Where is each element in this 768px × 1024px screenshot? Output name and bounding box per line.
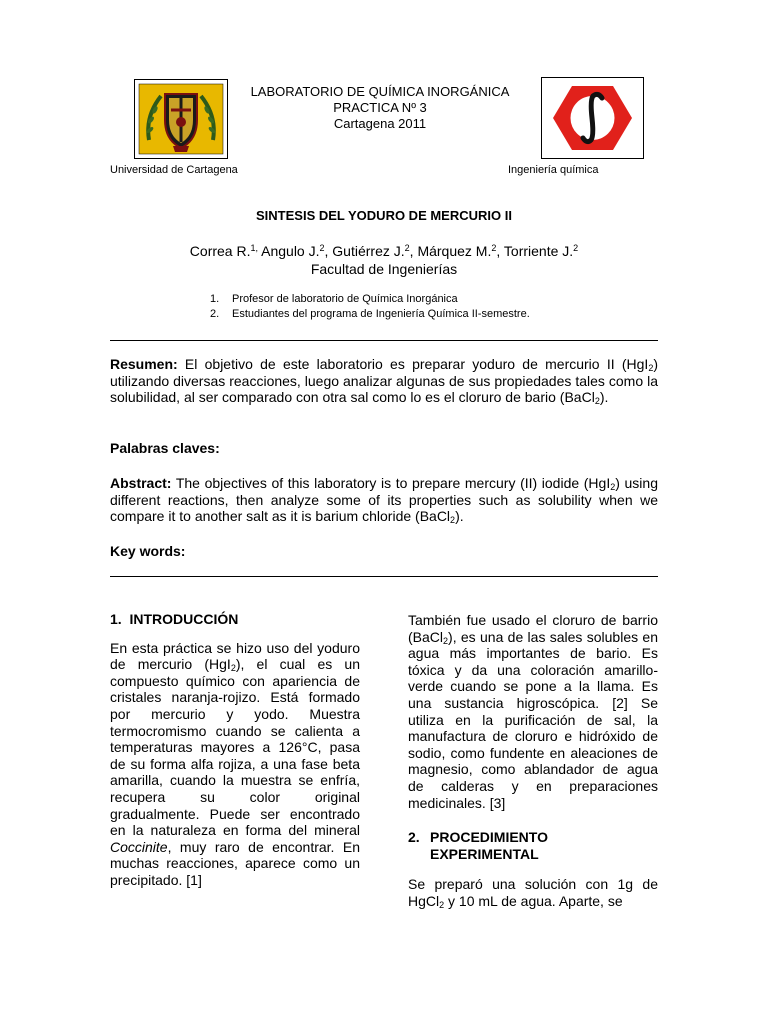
divider-top	[110, 340, 658, 341]
abstract-text: ) using different reactions, then analyze some of its properties such as solubility when we compare it to another salt as it is barium chloride (BaCl	[110, 475, 658, 524]
authors-block	[0, 242, 768, 278]
lab-name: LABORATORIO DE QUÍMICA INORGÁNICA	[250, 84, 510, 99]
abstract-text: ).	[455, 508, 464, 524]
resumen-text: El objetivo de este laboratorio es preparar yoduro de mercurio II (HgI	[177, 356, 649, 372]
author-4-affil: 2	[491, 243, 497, 253]
left-caption: Universidad de Cartagena	[110, 164, 238, 176]
resumen-text: ).	[599, 389, 609, 405]
note-text: Estudiantes del programa de Ingeniería Química II-semestre.	[232, 308, 530, 320]
bacl2-paragraph	[408, 612, 658, 811]
author-5-affil: 2	[573, 243, 579, 253]
subscript: 2	[610, 482, 616, 492]
palabras-claves-label: Palabras claves:	[110, 440, 220, 456]
subscript: 2	[230, 663, 236, 674]
header-text	[200, 84, 560, 132]
subscript: 2	[450, 515, 456, 525]
right-caption: Ingeniería química	[508, 164, 599, 176]
subscript: 2	[439, 899, 445, 910]
procedure-text: y 10 mL de agua. Aparte, se	[444, 892, 623, 909]
section-number: 1.	[110, 611, 122, 627]
resumen-paragraph	[110, 356, 658, 406]
author-2: Angulo J.	[258, 243, 320, 259]
author-2-affil: 2	[319, 243, 325, 253]
bacl2-text: ), es una de las sales solubles en agua más importantes de bario. Es tóxica y da una coloración amarillo-verde cuando se pone a la llama. Es una sustancia higroscópica. [2] Se utiliza en la purificación de sal, la manufactura de cloruro e hidróxido de sodio, como fundente en aleaciones de magnesio, como ablandador de agua de calderas y en preparaciones medicinales. [3]	[408, 628, 658, 811]
mineral-name: Coccinite	[110, 838, 168, 855]
author-5: , Torriente J.	[496, 243, 574, 259]
resumen-text: ) utilizando diversas reacciones, luego analizar algunas de sus propiedades tales como la solubilidad, al ser comparado con otra sal como lo es el cloruro de bario (BaCl	[110, 356, 658, 405]
practice-number: PRACTICA Nº 3	[333, 100, 427, 115]
subscript: 2	[594, 396, 600, 406]
affiliation-notes	[210, 292, 530, 322]
paper-title: SINTESIS DEL YODURO DE MERCURIO II	[256, 208, 512, 223]
note-number: 1.	[210, 293, 220, 305]
intro-text: En esta práctica se hizo uso del yoduro de mercurio (HgI	[110, 639, 360, 673]
place-year: Cartagena 2011	[333, 116, 427, 131]
section-title: INTRODUCCIÓN	[129, 611, 239, 627]
section-title-line: EXPERIMENTAL	[430, 845, 539, 862]
author-1-affil: 1,	[250, 243, 258, 253]
author-3: , Gutiérrez J.	[324, 243, 405, 259]
section-title	[430, 829, 548, 862]
faculty: Facultad de Ingenierías	[310, 261, 458, 277]
note-item	[210, 292, 530, 307]
intro-text: , muy raro de encontrar. En muchas reacciones, aparece como un precipitado. [1]	[110, 838, 360, 888]
subscript: 2	[443, 635, 449, 646]
procedure-text: Se preparó una solución con 1g de HgCl	[408, 876, 658, 909]
right-column	[408, 612, 658, 910]
abstract-paragraph	[110, 475, 658, 525]
author-list	[0, 242, 768, 260]
section-title-line: PROCEDIMIENTO	[430, 829, 548, 846]
key-words-label: Key words:	[110, 543, 186, 559]
intro-paragraph	[110, 640, 360, 889]
author-4: , Márquez M.	[409, 243, 492, 259]
divider-bottom	[110, 576, 658, 577]
intro-heading	[110, 611, 360, 628]
note-number: 2.	[210, 308, 220, 320]
note-text: Profesor de laboratorio de Química Inorgánica	[232, 293, 458, 305]
author-1: Correa R.	[189, 243, 251, 259]
intro-text: ), el cual es un compuesto químico con apariencia de cristales naranja-rojizo. Está formado por mercurio y yodo. Muestra termocromismo cuando se calienta a temperaturas mayores a 126°C, pasa de su forma alfa rojiza, a una fase beta amarilla, cuando la muestra se enfría, recupera su color original gradualmente. Puede ser encontrado en la naturaleza en forma del mineral	[110, 656, 360, 839]
bacl2-text: También fue usado el cloruro de barrio (BaCl	[408, 612, 658, 645]
section-number: 2.	[408, 829, 420, 846]
subscript: 2	[648, 363, 654, 373]
intro-column	[110, 611, 360, 889]
abstract-text: The objectives of this laboratory is to prepare mercury (II) iodide (HgI	[171, 475, 611, 491]
procedure-heading	[408, 829, 658, 862]
resumen-label: Resumen:	[110, 356, 178, 372]
note-item	[210, 307, 530, 322]
abstract-label: Abstract:	[110, 475, 172, 491]
procedure-paragraph	[408, 876, 658, 909]
author-3-affil: 2	[404, 243, 410, 253]
